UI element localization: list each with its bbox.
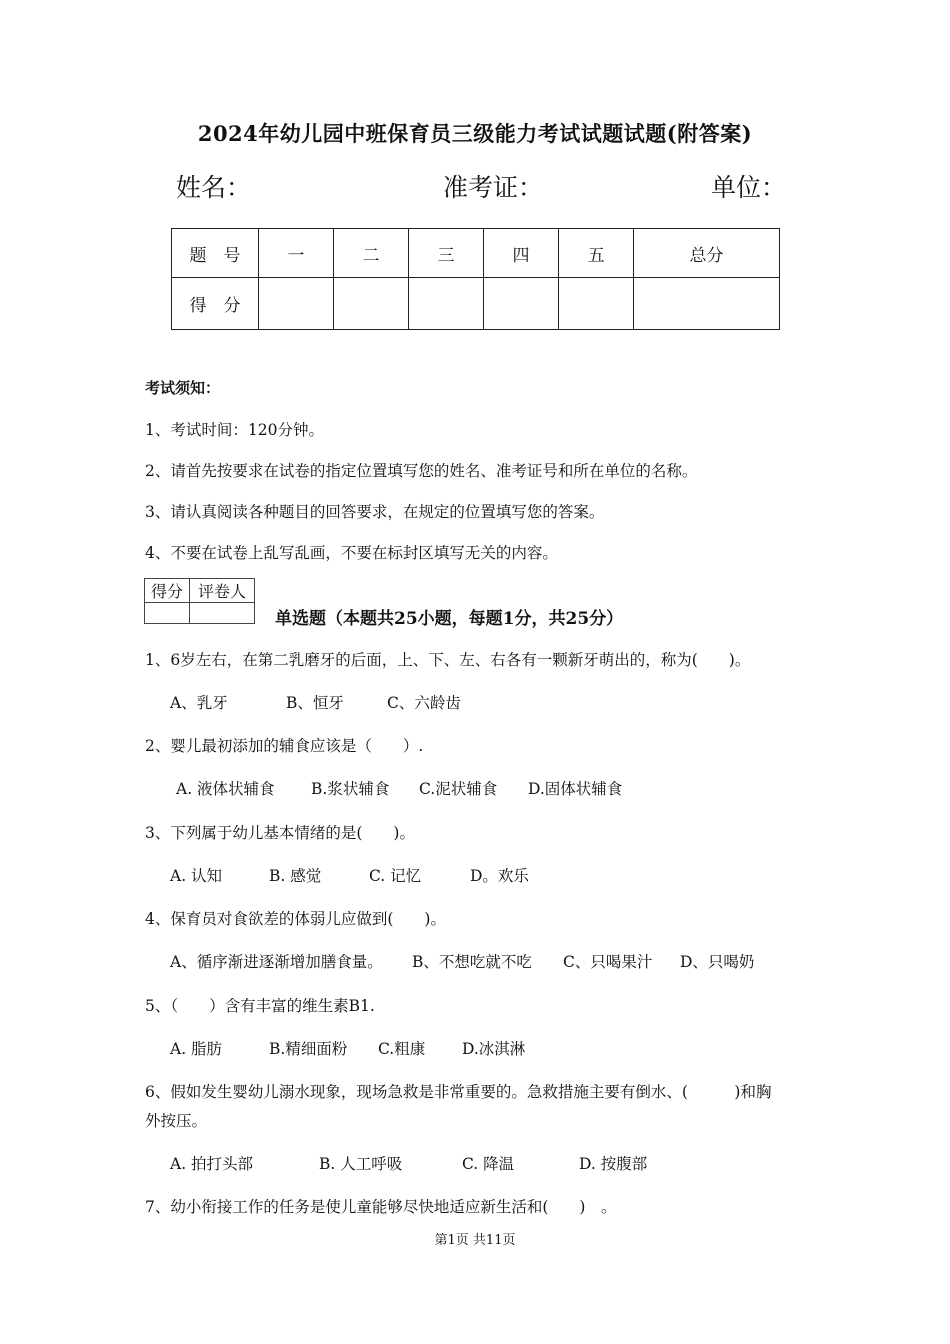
option: B. 感觉 [269, 867, 322, 885]
grader-table [144, 578, 255, 624]
score-header-cell: 一 [259, 229, 334, 278]
section-title: 单选题（本题共25小题，每题1分，共25分） [275, 609, 624, 629]
score-row-label: 得 分 [172, 278, 259, 330]
page-footer: 第1页 共11页 [434, 1233, 516, 1248]
name-field-label: 姓名： [176, 173, 252, 202]
score-header-cell: 题 号 [172, 229, 259, 278]
option: A、循序渐进逐渐增加膳食量。 [170, 953, 383, 971]
page-title: 2024年幼儿园中班保育员三级能力考试试题试题(附答案) [197, 121, 753, 146]
score-table-header-row [172, 229, 780, 278]
option: B、不想吃就不吃 [412, 953, 532, 971]
question-text: 4、保育员对食欲差的体弱儿应做到( )。 [145, 910, 446, 928]
option: A. 拍打头部 [170, 1155, 254, 1173]
grader-score-cell[interactable] [145, 603, 190, 624]
notice-heading: 考试须知： [145, 379, 221, 397]
question-text: 6、假如发生婴幼儿溺水现象，现场急救是非常重要的。急救措施主要有倒水、( )和胸 [145, 1083, 772, 1101]
score-table [171, 228, 780, 330]
question-text: 7、幼小衔接工作的任务是使儿童能够尽快地适应新生活和( ) 。 [145, 1198, 617, 1216]
option: A. 脂肪 [170, 1040, 223, 1058]
option: D.冰淇淋 [462, 1040, 526, 1058]
score-cell[interactable] [634, 278, 780, 330]
option: B. 人工呼吸 [319, 1155, 403, 1173]
notice-item: 4、不要在试卷上乱写乱画，不要在标封区填写无关的内容。 [145, 544, 558, 562]
option: B.精细面粉 [269, 1040, 348, 1058]
option: B.浆状辅食 [311, 780, 390, 798]
score-cell[interactable] [334, 278, 409, 330]
option: B、恒牙 [286, 694, 344, 712]
score-cell[interactable] [484, 278, 559, 330]
grader-reviewer-cell[interactable] [190, 603, 255, 624]
unit-field-label: 单位： [711, 173, 787, 202]
option: D、只喝奶 [680, 953, 755, 971]
option: A. 液体状辅食 [176, 780, 275, 798]
score-cell[interactable] [409, 278, 484, 330]
score-header-cell: 总分 [634, 229, 780, 278]
score-table-score-row [172, 278, 780, 330]
question-text-continued: 外按压。 [145, 1112, 208, 1130]
option: C. 记忆 [369, 867, 422, 885]
option: C.粗康 [378, 1040, 426, 1058]
question-text: 1、6岁左右，在第二乳磨牙的后面，上、下、左、右各有一颗新牙萌出的，称为( )。 [145, 651, 751, 669]
option: D。欢乐 [470, 867, 529, 885]
question-text: 2、婴儿最初添加的辅食应该是（ ）. [145, 737, 424, 755]
notice-item: 1、考试时间：120分钟。 [145, 421, 324, 439]
exam-number-field-label: 准考证： [443, 173, 544, 202]
option: A. 认知 [170, 867, 223, 885]
option: C.泥状辅食 [419, 780, 498, 798]
question-text: 3、下列属于幼儿基本情绪的是( )。 [145, 824, 415, 842]
notice-item: 3、请认真阅读各种题目的回答要求，在规定的位置填写您的答案。 [145, 503, 605, 521]
grader-reviewer-label: 评卷人 [190, 579, 255, 603]
score-header-cell: 三 [409, 229, 484, 278]
score-cell[interactable] [259, 278, 334, 330]
option: D. 按腹部 [579, 1155, 648, 1173]
score-cell[interactable] [559, 278, 634, 330]
option: C、六龄齿 [387, 694, 461, 712]
option: C、只喝果汁 [563, 953, 653, 971]
score-header-cell: 二 [334, 229, 409, 278]
score-header-cell: 四 [484, 229, 559, 278]
question-text: 5、（ ）含有丰富的维生素B1. [145, 997, 375, 1015]
notice-item: 2、请首先按要求在试卷的指定位置填写您的姓名、准考证号和所在单位的名称。 [145, 462, 698, 480]
grader-score-label: 得分 [145, 579, 190, 603]
option: D.固体状辅食 [528, 780, 623, 798]
option: A、乳牙 [170, 694, 228, 712]
option: C. 降温 [462, 1155, 515, 1173]
score-header-cell: 五 [559, 229, 634, 278]
